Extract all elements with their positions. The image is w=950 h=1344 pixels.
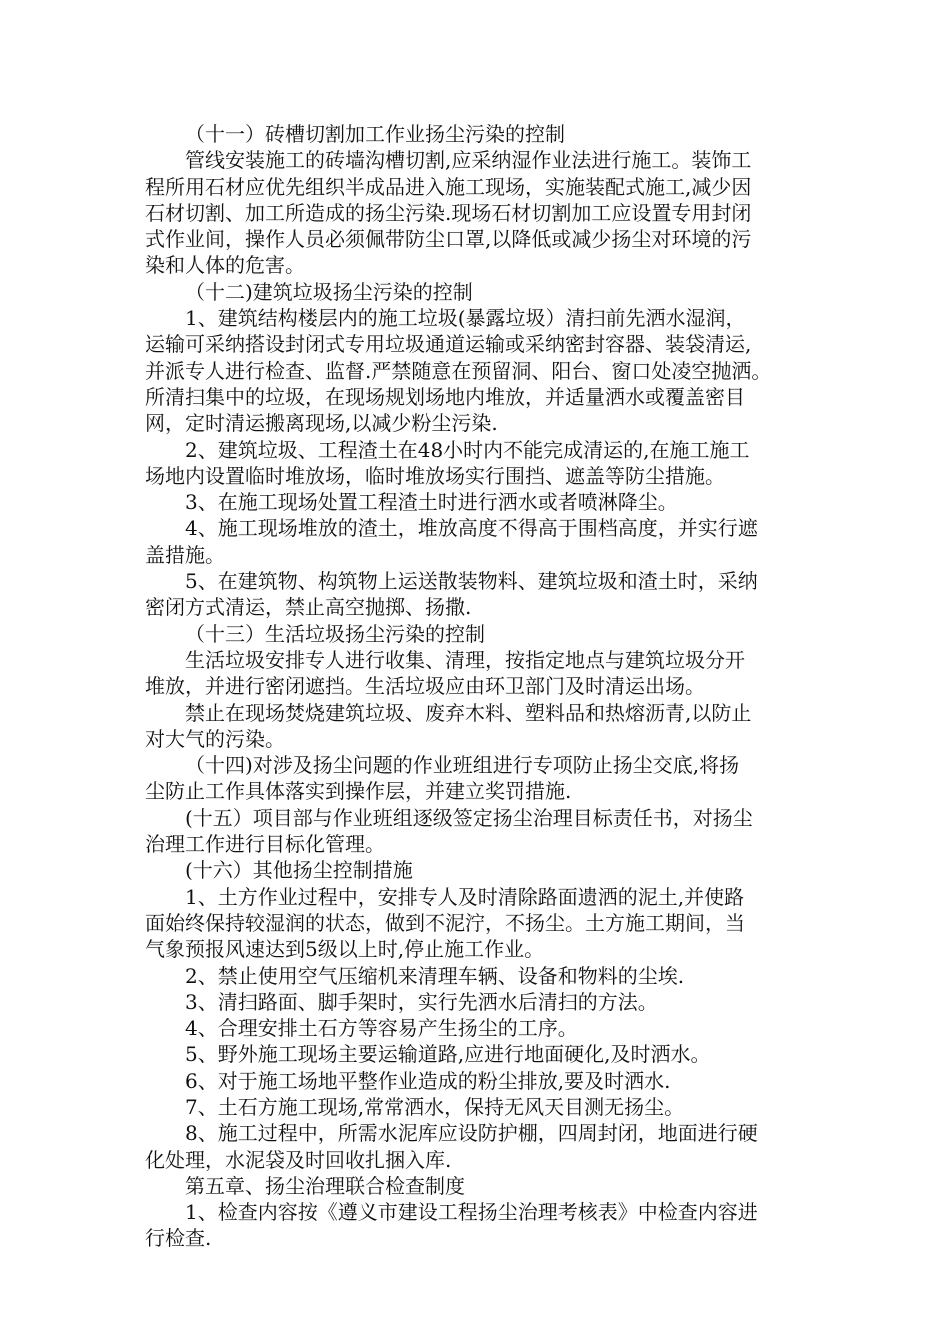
list-item: 5、野外施工现场主要运输道路,应进行地面硬化,及时洒水。 bbox=[185, 1042, 711, 1067]
section-heading-12: （十二)建筑垃圾扬尘污染的控制 bbox=[185, 279, 473, 304]
chapter-heading: 第五章、扬尘治理联合检查制度 bbox=[185, 1173, 465, 1198]
list-item: 6、对于施工场地平整作业造成的粉尘排放,要及时洒水. bbox=[185, 1068, 671, 1093]
list-item: 1、土方作业过程中，安排专人及时清除路面遗洒的泥土,并使路 面始终保持较湿润的状态，做到不泥泞，不扬尘。土方施工期间，当 气象预报风速达到5级以上时,停止施工作业。 bbox=[145, 884, 745, 962]
paragraph: 生活垃圾安排专人进行收集、清理，按指定地点与建筑垃圾分开 堆放，并进行密闭遮挡。生活垃圾应由环卫部门及时清运出场。 bbox=[145, 647, 745, 699]
list-item: 3、在施工现场处置工程渣土时进行洒水或者喷淋降尘。 bbox=[185, 490, 678, 515]
section-heading-11: （十一）砖槽切割加工作业扬尘污染的控制 bbox=[185, 122, 565, 146]
section-heading-13: （十三）生活垃圾扬尘污染的控制 bbox=[185, 621, 485, 646]
list-item: 5、在建筑物、构筑物上运送散装物料、建筑垃圾和渣土时，采纳 密闭方式清运，禁止高空抛掷、扬撒. bbox=[145, 569, 758, 620]
list-item: 1、建筑结构楼层内的施工垃圾(暴露垃圾）清扫前先洒水湿润， 运输可采纳搭设封闭式专用垃圾通道运输或采纳密封容器、装袋清运, 并派专人进行检查、监督.严禁随意在预留洞、阳台、窗口处凌空抛洒。 所清扫集中的垃圾，在现场规划场地内堆放，并适量洒水或覆盖密目 网，定时清运搬离现场,以减少粉尘污染. bbox=[145, 306, 772, 436]
paragraph: 禁止在现场焚烧建筑垃圾、废弃木料、塑料品和热熔沥青,以防止 对大气的污染。 bbox=[145, 700, 752, 751]
list-item: 2、建筑垃圾、工程渣土在48小时内不能完成清运的,在施工施工 场地内设置临时堆放场，临时堆放场实行围挡、遮盖等防尘措施。 bbox=[145, 437, 750, 488]
list-item: 3、清扫路面、脚手架时，实行先洒水后清扫的方法。 bbox=[185, 989, 658, 1014]
list-item: 8、施工过程中，所需水泥库应设防护棚，四周封闭，地面进行硬 化处理，水泥袋及时回收扎捆入库. bbox=[145, 1121, 758, 1172]
paragraph: 管线安装施工的砖墙沟槽切割,应采纳湿作业法进行施工。装饰工 程所用石材应优先组织半成品进入施工现场，实施装配式施工,减少因 石材切割、加工所造成的扬尘污染.现场石材切割加工应设置专用封闭 式作业间，操作人员必须佩带防尘口罩,以降低或减少扬尘对环境的污 染和人体的危害。 bbox=[145, 148, 752, 278]
section-paragraph-15: (十五）项目部与作业班组逐级签定扬尘治理目标责任书，对扬尘 治理工作进行目标化管理。 bbox=[145, 805, 753, 857]
document-body bbox=[145, 121, 820, 1252]
list-item: 4、合理安排土石方等容易产生扬尘的工序。 bbox=[185, 1016, 578, 1041]
list-item: 4、施工现场堆放的渣土，堆放高度不得高于围档高度，并实行遮 盖措施。 bbox=[145, 516, 758, 567]
section-paragraph-14: （十四)对涉及扬尘问题的作业班组进行专项防止扬尘交底,将扬 尘防止工作具体落实到操作层，并建立奖罚措施. bbox=[145, 753, 740, 804]
list-item: 2、禁止使用空气压缩机来清理车辆、设备和物料的尘埃. bbox=[185, 963, 685, 988]
list-item: 1、检查内容按《遵义市建设工程扬尘治理考核表》中检查内容进 行检查. bbox=[145, 1200, 758, 1251]
section-heading-16: (十六）其他扬尘控制措施 bbox=[185, 858, 413, 883]
list-item: 7、土石方施工现场,常常洒水，保持无风天目测无扬尘。 bbox=[185, 1094, 685, 1119]
